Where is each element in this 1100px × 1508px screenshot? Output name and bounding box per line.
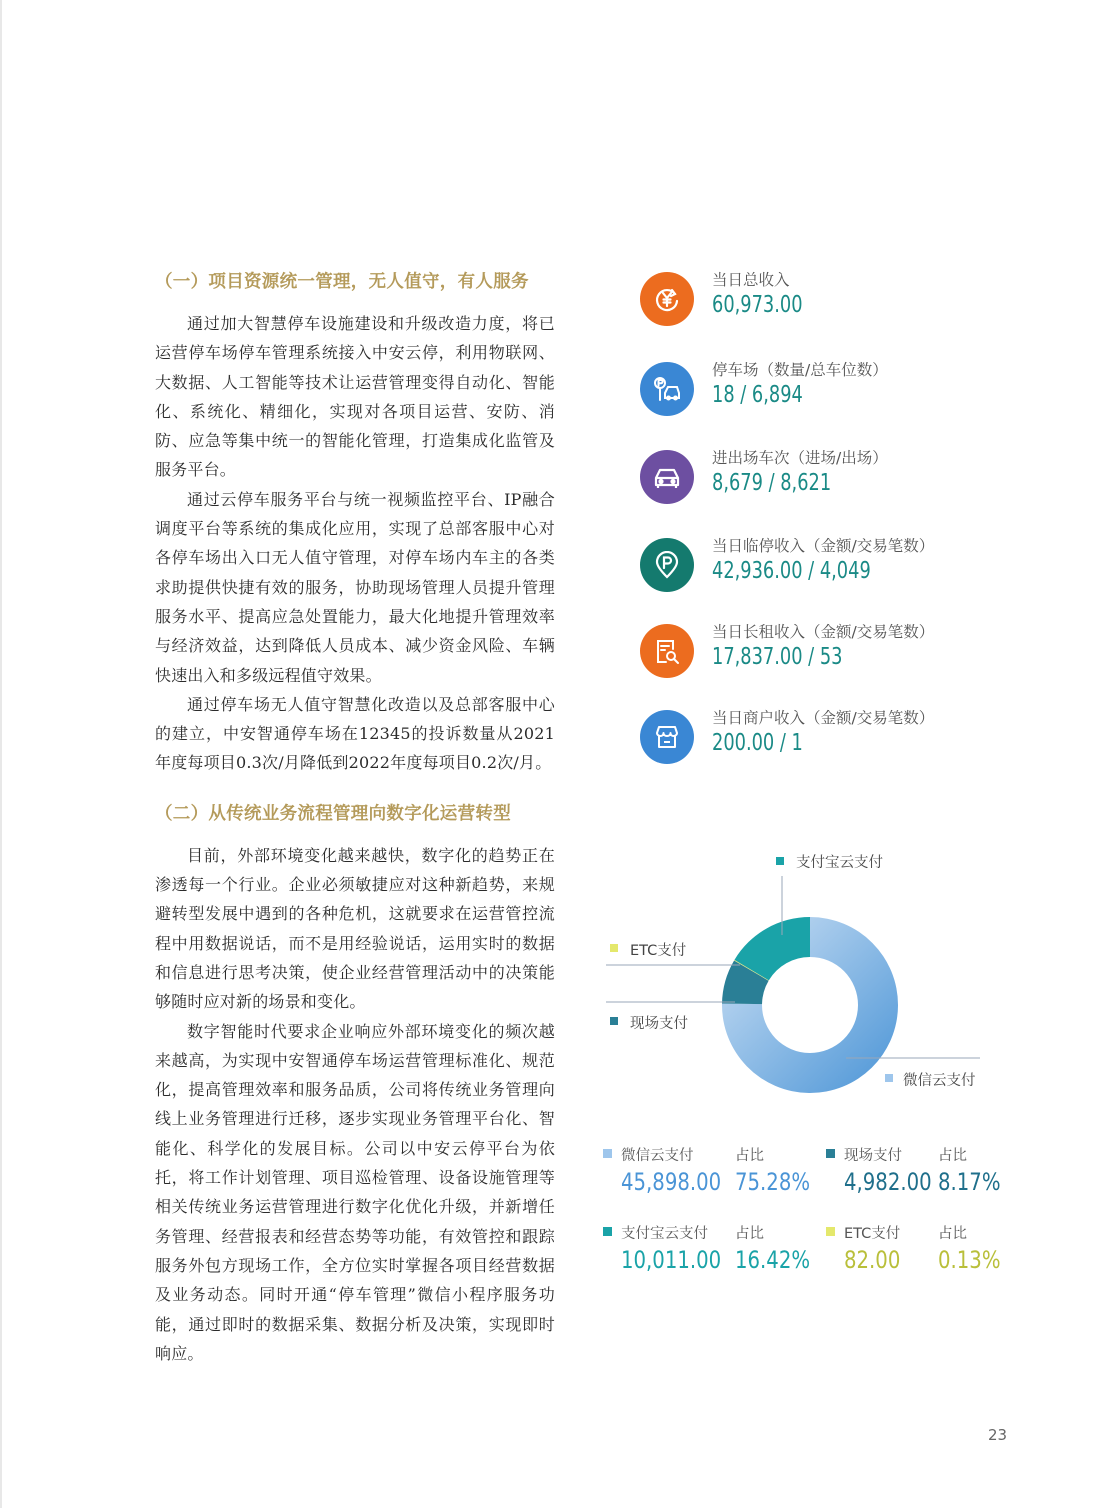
summary-etc [826,1222,1046,1282]
summary-value: 10,011.00 [621,1246,722,1274]
stat-temp-parking-income [640,538,1040,600]
summary-name: ETC支付 [844,1226,901,1242]
summary-wechat [603,1144,823,1204]
page-edge [0,0,2,1508]
document-search-icon [640,624,694,678]
stat-value: 60,973.00 [712,292,803,318]
section2-paragraph: 数字智能时代要求企业响应外部环境变化的频次越来越高，为实现中安智通停车场运营管理标准化、规范化，提高管理效率和服务品质，公司将传统业务管理向线上业务管理进行迁移，逐步实现业务管理平台化、智能化、科学化的发展目标。公司以中安云停平台为依托，将工作计划管理、项目巡检管理、设备设施管理等相关传统业务运营管理进行数字化优化升级，并新增任务管理、经营报表和经营态势等功能，有效管控和跟踪服务外包方现场工作，全方位实时掌握各项目经营数据及业务动态。同时开通“停车管理”微信小程序服务功能，通过即时的数据采集、数据分析及决策，实现即时响应。 [155,1021,555,1363]
section2-title: （二）从传统业务流程管理向数字化运营转型 [155,803,511,824]
stat-value: 8,679 / 8,621 [712,470,832,496]
summary-swatch [603,1149,612,1158]
summary-swatch [603,1227,612,1236]
stat-parking-lots [640,362,1040,424]
car-icon [640,450,694,504]
summary-percent: 8.17% [938,1168,1001,1196]
stat-label: 当日商户收入（金额/交易笔数） [712,709,935,727]
stat-merchant-income [640,710,1040,772]
legend-swatch-alipay [776,857,784,865]
summary-ratio-label: 占比 [735,1148,764,1164]
summary-percent: 16.42% [735,1246,811,1274]
legend-swatch-onsite [610,1017,618,1025]
section1-paragraph: 通过加大智慧停车设施建设和升级改造力度，将已运营停车场停车管理系统接入中安云停，利用物联网、大数据、人工智能等技术让运营管理变得自动化、智能化、系统化、精细化，实现对各项目运营、安防、消防、应急等集中统一的智能化管理，打造集成化监管及服务平台。 [155,314,555,480]
stat-label: 当日总收入 [712,271,790,289]
store-icon [640,710,694,764]
stat-value: 17,837.00 / 53 [712,644,843,670]
stat-label: 停车场（数量/总车位数） [712,361,888,379]
summary-value: 82.00 [844,1246,901,1274]
summary-value: 4,982.00 [844,1168,932,1196]
legend-label-onsite: 现场支付 [630,1016,688,1032]
summary-swatch [826,1227,835,1236]
page-number: 23 [988,1426,1008,1444]
legend-swatch-wechat [885,1074,893,1082]
summary-onsite [826,1144,1046,1204]
stat-value: 42,936.00 / 4,049 [712,558,871,584]
section1-paragraph: 通过停车场无人值守智慧化改造以及总部客服中心的建立，中安智通停车场在12345的投诉数量从2021年度每项目0.3次/月降低到2022年度每项目0.2次/月。 [155,694,555,773]
legend-label-etc: ETC支付 [630,943,687,959]
section1-paragraph: 通过云停车服务平台与统一视频监控平台、IP融合调度平台等系统的集成化应用，实现了总部客服中心对各停车场出入口无人值守管理，对停车场内车主的各类求助提供快捷有效的服务，协助现场管理人员提升管理服务水平、提高应急处置能力，最大化地提升管理效率与经济效益，达到降低人员成本、减少资金风险、车辆快速出入和多级远程值守效果。 [155,489,555,685]
summary-name: 微信云支付 [621,1148,694,1164]
parking-pin-icon [640,538,694,592]
stat-label: 当日临停收入（金额/交易笔数） [712,537,935,555]
payment-donut-chart [600,840,1020,1110]
donut-slices [722,917,898,1093]
legend-swatch-etc [610,944,618,952]
stat-entries-exits [640,450,1040,512]
stat-label: 进出场车次（进场/出场） [712,449,888,467]
section2-paragraph: 目前，外部环境变化越来越快，数字化的趋势正在渗透每一个行业。企业必须敏捷应对这种新趋势，来规避转型发展中遇到的各种危机，这就要求在运营管控流程中用数据说话，而不是用经验说话，运用实时的数据和信息进行思考决策，使企业经营管理活动中的决策能够随时应对新的场景和变化。 [155,845,555,1012]
summary-percent: 75.28% [735,1168,811,1196]
text-column [155,268,555,1368]
legend-label-wechat: 微信云支付 [903,1073,976,1089]
summary-swatch [826,1149,835,1158]
parking-lot-icon [640,362,694,416]
summary-percent: 0.13% [938,1246,1001,1274]
summary-ratio-label: 占比 [938,1226,967,1242]
stat-long-rent-income [640,624,1040,686]
legend-label-alipay: 支付宝云支付 [796,855,883,871]
yuan-cycle-icon [640,272,694,326]
summary-ratio-label: 占比 [938,1148,967,1164]
summary-value: 45,898.00 [621,1168,722,1196]
summary-ratio-label: 占比 [735,1226,764,1242]
stat-total-income [640,272,1040,334]
stat-value: 200.00 / 1 [712,730,803,756]
stat-value: 18 / 6,894 [712,382,803,408]
summary-name: 支付宝云支付 [621,1226,708,1242]
summary-name: 现场支付 [844,1148,902,1164]
section1-title: （一）项目资源统一管理，无人值守，有人服务 [155,272,529,292]
summary-alipay [603,1222,823,1282]
stat-label: 当日长租收入（金额/交易笔数） [712,623,935,641]
